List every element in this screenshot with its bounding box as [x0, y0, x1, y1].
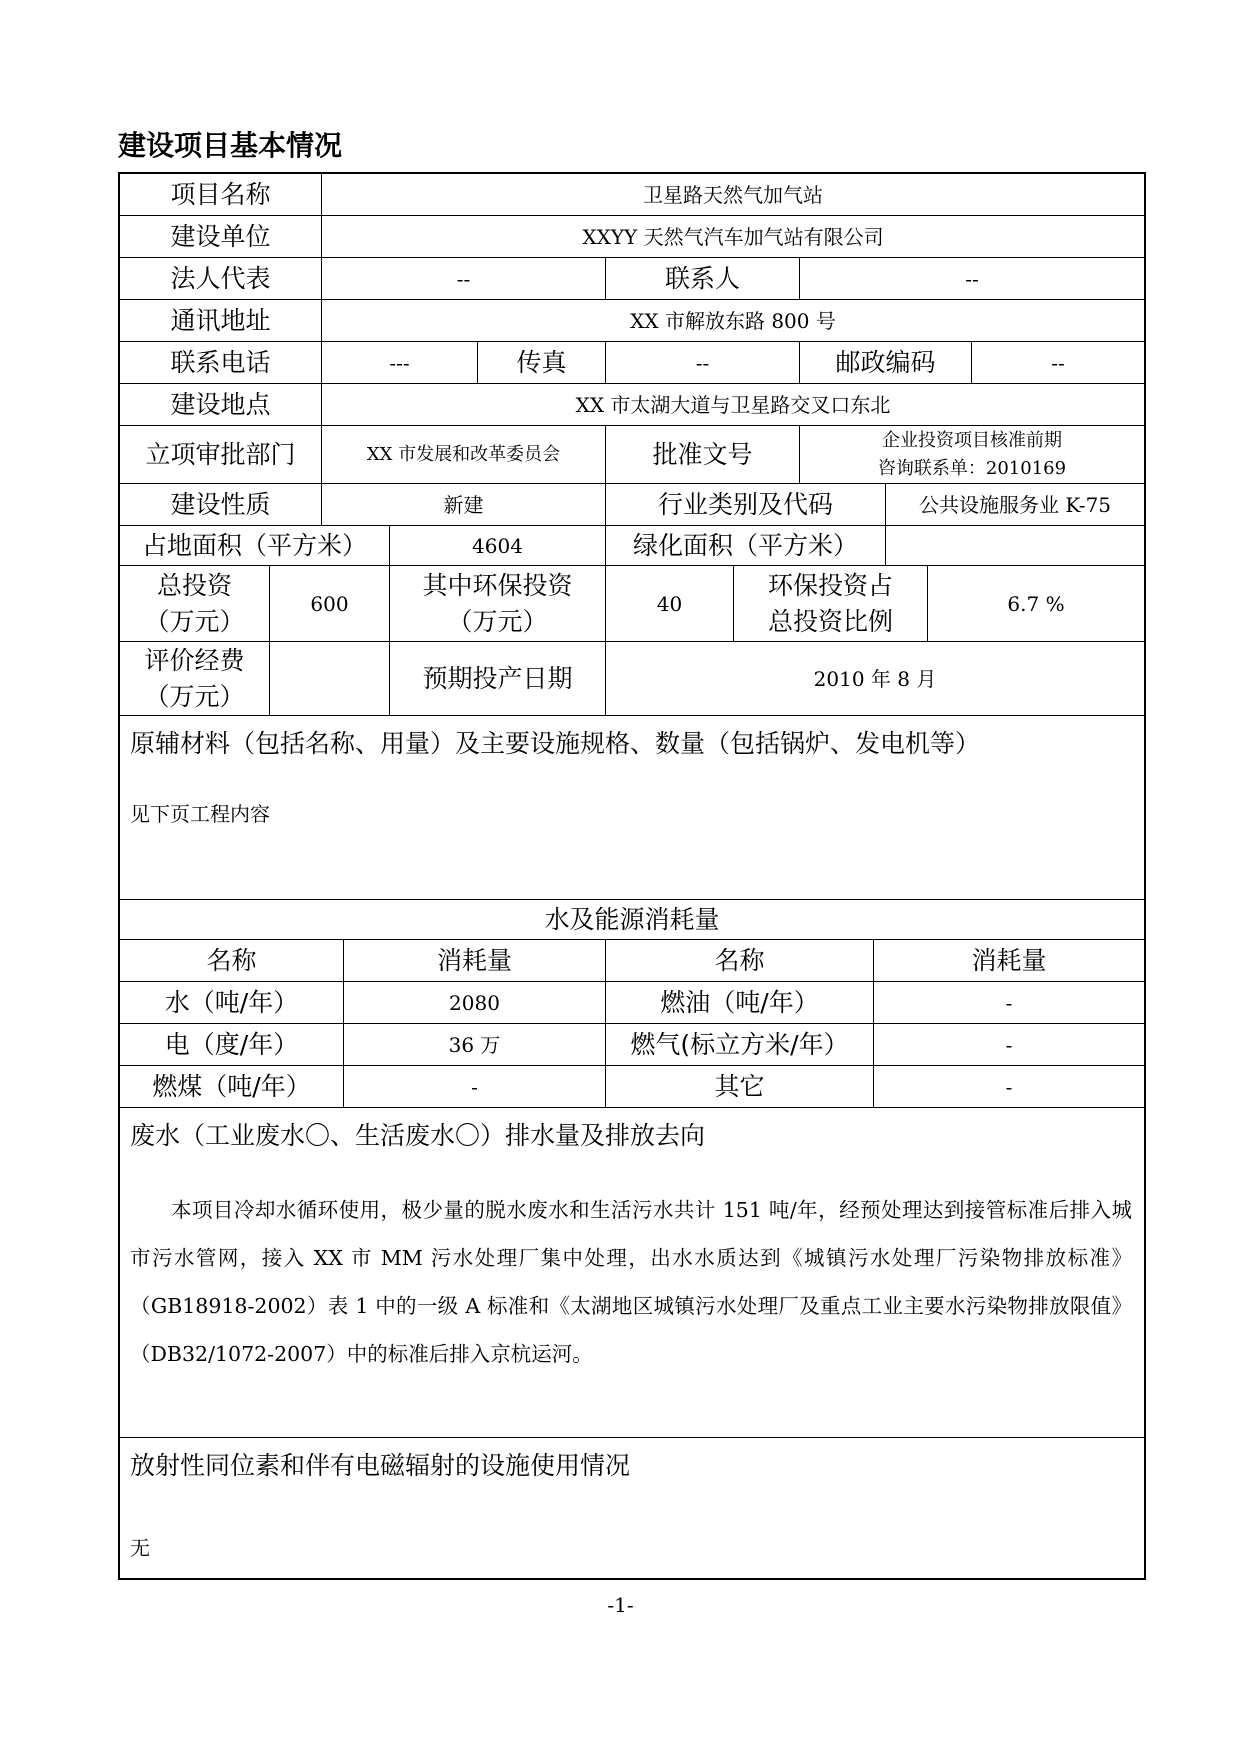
row-approval: [120, 426, 1144, 484]
energy-item-value: -: [1005, 1074, 1013, 1099]
row-legal-rep: [120, 258, 1144, 300]
energy-header-name-2: 名称: [606, 940, 874, 981]
page-title: 建设项目基本情况: [118, 129, 343, 162]
row-location: [120, 384, 1144, 426]
phone-label: 联系电话: [120, 342, 322, 383]
row-wastewater: [120, 1108, 1144, 1438]
project-name-label: 项目名称: [120, 174, 322, 215]
radiation-title: 放射性同位素和伴有电磁辐射的设施使用情况: [130, 1451, 631, 1480]
address-label: 通讯地址: [120, 300, 322, 341]
env-investment-label: [390, 566, 606, 641]
energy-row: [120, 982, 1144, 1024]
row-address: [120, 300, 1144, 342]
legal-rep-label: 法人代表: [120, 258, 322, 299]
production-date-label: 预期投产日期: [390, 642, 606, 715]
energy-item-name: 燃气(标立方米/年）: [606, 1024, 874, 1065]
energy-item-name: 水（吨/年）: [120, 982, 344, 1023]
contact-label: 联系人: [606, 258, 800, 299]
area-label: 占地面积（平方米）: [120, 526, 390, 565]
energy-item-value: -: [1005, 990, 1013, 1015]
approval-doc-label: 批准文号: [606, 426, 800, 483]
energy-row: [120, 1066, 1144, 1108]
address-value: XX 市解放东路 800 号: [630, 308, 836, 333]
approval-doc-line-2: 咨询联系单：2010169: [877, 457, 1067, 479]
legal-rep-value: --: [322, 258, 606, 299]
green-area-label: 绿化面积（平方米）: [606, 526, 886, 565]
row-nature: [120, 484, 1144, 526]
construction-unit-label: 建设单位: [120, 216, 322, 257]
total-investment-label: [120, 566, 270, 641]
energy-item-name: 燃油（吨/年）: [606, 982, 874, 1023]
wastewater-title: 废水（工业废水〇、生活废水〇）排水量及排放去向: [130, 1121, 706, 1150]
row-project-name: [120, 174, 1144, 216]
env-ratio-label-2: 总投资比例: [767, 606, 893, 636]
production-date-value: 2010 年 8 月: [813, 666, 937, 691]
wastewater-text: 本项目冷却水循环使用，极少量的脱水废水和生活污水共计 151 吨/年，经预处理达到接管标准后排入城市污水管网，接入 XX 市 MM 污水处理厂集中处理，出水水质达到《城镇污水处理厂污染物排放标准》（GB18918-2002）表 1 中的一级 A 标准和《太湖地区城镇污水处理厂及重点工业主要水污染物排放限值》（DB32/1072-2007）中的标准后排入京杭运河。: [130, 1198, 1132, 1366]
row-area: [120, 526, 1144, 566]
energy-item-name: 燃煤（吨/年）: [120, 1066, 344, 1107]
project-name-value: 卫星路天然气加气站: [643, 182, 823, 207]
energy-item-value: -: [344, 1066, 606, 1107]
row-construction-unit: [120, 216, 1144, 258]
energy-title: 水及能源消耗量: [544, 904, 720, 934]
total-investment-label-2: （万元）: [144, 606, 245, 636]
evaluation-fee-value: [270, 642, 390, 715]
nature-label: 建设性质: [120, 484, 322, 525]
energy-header-consumption-2: 消耗量: [971, 945, 1047, 975]
env-investment-label-1: 其中环保投资: [422, 570, 573, 600]
env-investment-value: 40: [606, 566, 734, 641]
green-area-value: [886, 526, 1144, 565]
energy-item-value: 36 万: [344, 1024, 606, 1065]
row-evaluation: [120, 642, 1144, 716]
energy-item-value: -: [1005, 1032, 1013, 1057]
energy-item-value: 2080: [344, 982, 606, 1023]
location-value: XX 市太湖大道与卫星路交叉口东北: [575, 392, 891, 417]
industry-value: 公共设施服务业 K-75: [918, 492, 1112, 517]
energy-item-name: 电（度/年）: [120, 1024, 344, 1065]
fax-value: --: [606, 342, 800, 383]
postcode-label: 邮政编码: [800, 342, 972, 383]
env-ratio-label: [734, 566, 928, 641]
postcode-value: --: [1051, 350, 1065, 375]
total-investment-value: 600: [270, 566, 390, 641]
approval-doc-value: [800, 426, 1144, 483]
basic-info-table: [118, 172, 1146, 1580]
row-energy-headers: [120, 940, 1144, 982]
row-phone: [120, 342, 1144, 384]
row-materials: [120, 716, 1144, 900]
location-label: 建设地点: [120, 384, 322, 425]
construction-unit-value: XXYY 天然气汽车加气站有限公司: [582, 224, 884, 249]
approval-doc-line-1: 企业投资项目核准前期: [882, 429, 1062, 451]
radiation-text: 无: [130, 1536, 150, 1560]
row-energy-title: [120, 900, 1144, 940]
env-ratio-value: 6.7 %: [1007, 591, 1065, 616]
evaluation-fee-label-1: 评价经费: [144, 645, 245, 675]
phone-value: ---: [322, 342, 478, 383]
contact-value: --: [965, 266, 979, 291]
nature-value: 新建: [322, 484, 606, 525]
approval-dept-label: 立项审批部门: [120, 426, 322, 483]
fax-label: 传真: [478, 342, 606, 383]
industry-label: 行业类别及代码: [606, 484, 886, 525]
area-value: 4604: [390, 526, 606, 565]
materials-title: 原辅材料（包括名称、用量）及主要设施规格、数量（包括锅炉、发电机等）: [130, 729, 981, 758]
row-investment: [120, 566, 1144, 642]
materials-text: 见下页工程内容: [130, 802, 270, 826]
env-ratio-label-1: 环保投资占: [767, 570, 893, 600]
energy-header-name-1: 名称: [120, 940, 344, 981]
evaluation-fee-label-2: （万元）: [144, 681, 245, 711]
energy-row: [120, 1024, 1144, 1066]
energy-item-name: 其它: [606, 1066, 874, 1107]
row-radiation: [120, 1438, 1144, 1578]
page-number: -1-: [607, 1593, 634, 1617]
evaluation-fee-label: [120, 642, 270, 715]
energy-header-consumption-1: 消耗量: [344, 940, 606, 981]
approval-dept-value: XX 市发展和改革委员会: [322, 426, 606, 483]
total-investment-label-1: 总投资: [156, 570, 232, 600]
env-investment-label-2: （万元）: [447, 606, 548, 636]
